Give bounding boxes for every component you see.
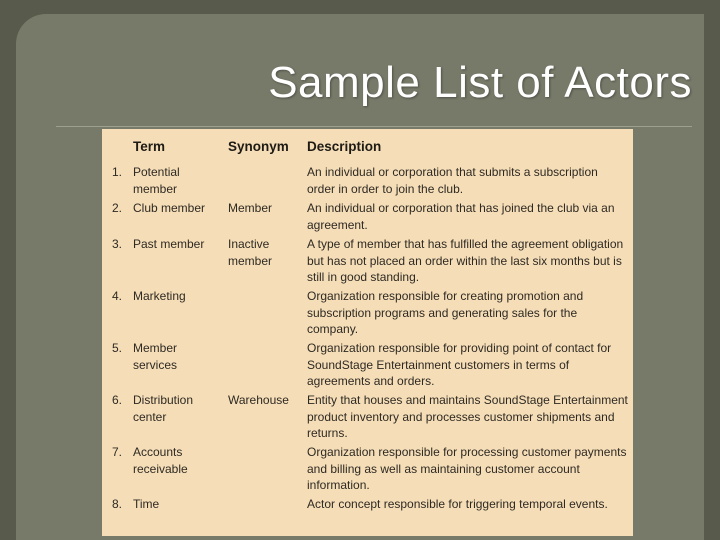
row-term: Accounts receivable <box>133 445 188 476</box>
row-description: Actor concept responsible for triggering temporal events. <box>307 497 608 511</box>
row-description: An individual or corporation that has joined the club via an agreement. <box>307 201 615 232</box>
row-synonym: Member <box>228 201 273 215</box>
row-number: 2. <box>112 201 123 215</box>
row-number: 1. <box>112 165 123 179</box>
row-description: Organization responsible for providing point of contact for SoundStage Entertainment customers in terms of agreements and orders. <box>307 341 612 388</box>
row-synonym: Warehouse <box>228 393 289 407</box>
row-term: Distribution center <box>133 393 194 424</box>
header-description: Description <box>307 139 382 154</box>
row-term: Past member <box>133 237 205 251</box>
row-term: Club member <box>133 201 206 215</box>
row-term: Marketing <box>133 289 186 303</box>
row-number: 5. <box>112 341 123 355</box>
row-synonym: Inactive member <box>228 237 273 268</box>
header-synonym: Synonym <box>228 139 289 154</box>
row-description: Organization responsible for processing customer payments and billing as well as maintaining customer account information. <box>307 445 627 492</box>
row-number: 4. <box>112 289 123 303</box>
row-number: 6. <box>112 393 123 407</box>
row-number: 8. <box>112 497 123 511</box>
row-description: An individual or corporation that submits a subscription order in order to join the club. <box>307 165 598 196</box>
row-term: Potential member <box>133 165 180 196</box>
row-number: 7. <box>112 445 123 459</box>
row-description: A type of member that has fulfilled the agreement obligation but has not placed an order within the last six months but is still in good standing. <box>307 237 624 284</box>
row-number: 3. <box>112 237 123 251</box>
slide-title: Sample List of Actors <box>268 58 692 107</box>
row-description: Entity that houses and maintains SoundStage Entertainment product inventory and processes customer shipments and returns. <box>307 393 628 440</box>
slide <box>16 14 704 540</box>
row-description: Organization responsible for creating promotion and subscription programs and generating sales for the company. <box>307 289 584 336</box>
row-term: Member services <box>133 341 178 372</box>
actors-table <box>102 129 633 536</box>
row-term: Time <box>133 497 160 511</box>
header-term: Term <box>133 139 166 154</box>
title-divider <box>56 126 692 127</box>
